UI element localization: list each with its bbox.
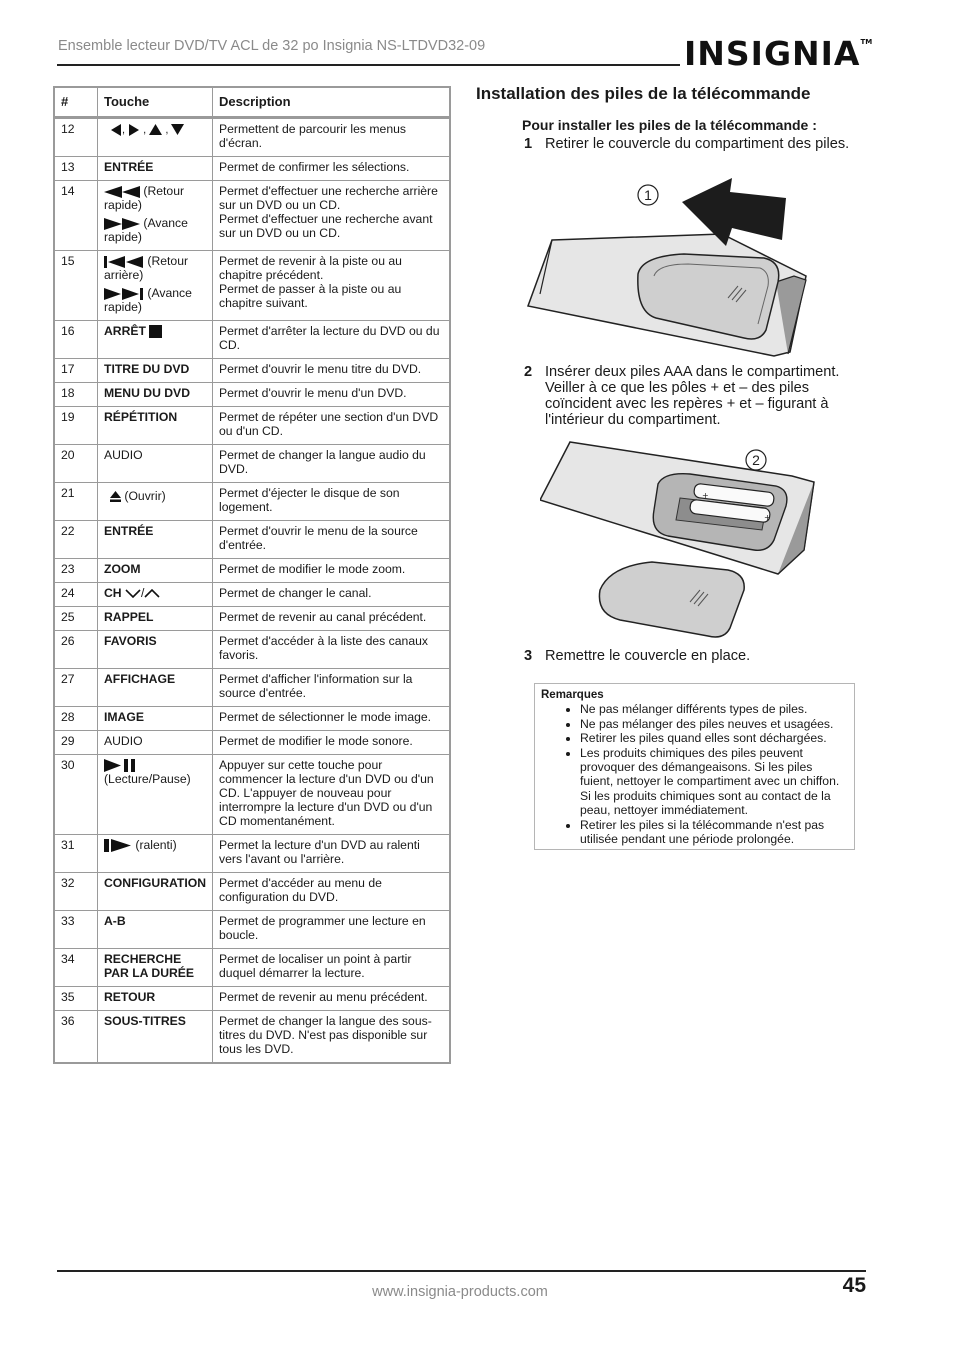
key-label: AFFICHAGE [98,669,213,707]
row-description: Permet de confirmer les sélections. [213,157,449,181]
list-item: • Ne pas mélanger des piles neuves et usagées. [580,717,848,731]
key-label-previous: (Retour arrière) [104,254,189,282]
brand-logo-text: INSIGNIA [684,34,861,73]
table-row [55,755,449,835]
header-rule [57,64,680,66]
table-row [55,157,449,181]
key-label: RAPPEL [98,607,213,631]
row-description: Appuyer sur cette touche pour commencer la lecture d'un DVD ou d'un CD. L'appuyer de nouveau pour interrompre la lecture d'un DVD ou d'un CD momentanément. [213,755,449,835]
row-description: Permet d'éjecter le disque de son logement. [213,483,449,521]
key-label-play-pause: (Lecture/Pause) [104,772,191,787]
row-number: 28 [55,707,98,731]
row-number: 17 [55,359,98,383]
key-label: MENU DU DVD [98,383,213,407]
key-label: RECHERCHE PAR LA DURÉE [98,949,213,987]
row-number: 16 [55,321,98,359]
row-number: 21 [55,483,98,521]
row-number: 12 [61,122,75,136]
row-description: Permet de localiser un point à partir duquel démarrer la lecture. [213,949,449,987]
arrow-down-icon [171,124,184,135]
step-text: Insérer deux piles AAA dans le compartiment. Veiller à ce que les pôles + et – des piles coïncident avec les repères + et – figurant à l'intérieur du compartiment. [545,364,840,428]
trademark-mark: TM [860,38,873,46]
row-description: Permet de changer le canal. [213,583,449,607]
stop-icon [149,325,162,338]
table-row [55,987,449,1011]
play-pause-icon [104,759,138,772]
fast-forward-icon [104,218,140,230]
row-description: Permet de revenir au menu précédent. [213,987,449,1011]
row-description: Permet d'ouvrir le menu de la source d'entrée. [213,521,449,559]
chevron-down-icon [125,589,141,598]
key-label: SOUS-TITRES [98,1011,213,1063]
row-number: 24 [55,583,98,607]
callout-1 [638,185,658,205]
row-number: 27 [55,669,98,707]
key-label: TITRE DU DVD [98,359,213,383]
key-label-forward: (Avance rapide) [104,216,188,244]
table-header-row [55,88,449,118]
key-label-slow: (ralenti) [135,838,177,852]
table-row [55,251,449,321]
row-number: 33 [55,911,98,949]
rewind-icon [104,186,140,198]
row-description: Permet d'accéder au menu de configuration du DVD. [213,873,449,911]
key-label: CONFIGURATION [98,873,213,911]
row-number: 22 [55,521,98,559]
arrow-right-icon [128,124,140,136]
key-cell [98,755,213,835]
key-separator: / [141,586,145,600]
arrow-left-icon [110,124,122,136]
key-cell: , , , [98,118,213,157]
list-item: • Retirer les piles quand elles sont déchargées. [580,731,848,745]
notes-box [534,683,855,850]
row-number: 30 [55,755,98,835]
row-number: 31 [55,835,98,873]
list-item: • Retirer les piles si la télécommande n'est pas utilisée pendant une période prolongée. [580,818,848,847]
row-description: Permet d'ouvrir le menu d'un DVD. [213,383,449,407]
key-cell [98,251,213,321]
table-row [55,483,449,521]
list-item: • Ne pas mélanger différents types de piles. [580,702,848,716]
chevron-up-icon [144,589,160,598]
slow-motion-icon [104,839,132,852]
step-number: 2 [524,364,533,380]
table-row [55,631,449,669]
table-row [55,669,449,707]
key-label: ZOOM [98,559,213,583]
col-header-key: Touche [98,88,213,118]
row-number: 13 [55,157,98,181]
key-cell [98,483,213,521]
table-row [55,731,449,755]
row-description: Permet de revenir au canal précédent. [213,607,449,631]
col-header-description: Description [213,88,449,118]
key-label-next: (Avance rapide) [104,286,192,314]
table-row [55,1011,449,1063]
key-label-rewind: (Retour rapide) [104,184,185,212]
table-row [55,445,449,483]
notes-list [541,702,848,846]
row-description: Permet de changer la langue des sous-titres du DVD. N'est pas disponible sur tous les DVD. [213,1011,449,1063]
row-description: Permet d'arrêter la lecture du DVD ou du CD. [213,321,449,359]
step-text: Remettre le couvercle en place. [545,648,751,664]
key-label: FAVORIS [98,631,213,669]
row-description: Permet de sélectionner le mode image. [213,707,449,731]
table-row [55,949,449,987]
callout-2 [746,450,766,470]
key-label: AUDIO [98,731,213,755]
step-number: 3 [524,648,533,664]
key-label: RÉPÉTITION [98,407,213,445]
step-number: 1 [524,136,533,152]
row-number: 29 [55,731,98,755]
battery-cover [599,562,744,637]
desc-next: Permet de passer à la piste ou au chapitre suivant. [219,282,402,310]
table-row [55,521,449,559]
arrow-up-icon [149,124,162,135]
svg-text:+: + [764,513,771,522]
skip-forward-icon [104,288,144,300]
eject-icon [110,491,121,502]
key-label: AUDIO [98,445,213,483]
key-cell [98,835,213,873]
table-row [55,118,449,157]
table-row [55,707,449,731]
procedure-heading: Pour installer les piles de la télécommande : [522,117,817,133]
row-number: 35 [55,987,98,1011]
row-number: 15 [55,251,98,321]
brand-logo [684,34,872,73]
key-label-eject: (Ouvrir) [124,489,166,503]
table-row [55,911,449,949]
row-description: Permet d'afficher l'information sur la source d'entrée. [213,669,449,707]
step-text: Retirer le couvercle du compartiment des piles. [545,136,850,152]
footer-rule [57,1270,866,1272]
key-cell [98,321,213,359]
list-item: • Les produits chimiques des piles peuvent provoquer des démangeaisons. Si les piles fuient, nettoyer le compartiment avec un chiffon. Si les produits chimiques sont au contact de la peau, nettoyer immédiatement. [580,746,848,818]
row-description: Permet de programmer une lecture en boucle. [213,911,449,949]
table-row [55,407,449,445]
row-number: 34 [55,949,98,987]
row-number: 18 [55,383,98,407]
row-number: 14 [55,181,98,251]
table-row [55,359,449,383]
table-row [55,835,449,873]
row-number: 20 [55,445,98,483]
key-label: ARRÊT [104,324,146,338]
table-row [55,321,449,359]
desc-previous: Permet de revenir à la piste ou au chapitre précédent. [219,254,402,282]
row-number: 19 [55,407,98,445]
skip-back-icon [104,256,144,268]
row-description: Permet d'accéder à la liste des canaux favoris. [213,631,449,669]
key-label: RETOUR [98,987,213,1011]
key-label: IMAGE [98,707,213,731]
table-row [55,607,449,631]
row-description [213,251,449,321]
header-title: Ensemble lecteur DVD/TV ACL de 32 po Insignia NS-LTDVD32-09 [58,38,486,54]
row-description: Permet de modifier le mode zoom. [213,559,449,583]
row-description: Permet de changer la langue audio du DVD. [213,445,449,483]
footer-url: www.insignia-products.com [372,1284,548,1300]
table-row [55,873,449,911]
notes-title: Remarques [541,689,604,701]
row-number: 26 [55,631,98,669]
key-label: A-B [98,911,213,949]
row-description: Permet la lecture d'un DVD au ralenti vers l'avant ou l'arrière. [213,835,449,873]
key-label: CH [104,586,122,600]
key-cell [98,181,213,251]
row-number: 36 [55,1011,98,1063]
col-header-number: # [55,88,98,118]
svg-text:+: + [702,491,709,500]
table-row [55,583,449,607]
remove-cover-illustration [524,178,864,360]
table-row [55,181,449,251]
desc-forward: Permet d'effectuer une recherche avant sur un DVD ou un CD. [219,212,433,240]
table-row [55,383,449,407]
table-row [55,559,449,583]
callout-2-label: 2 [752,452,760,468]
insert-batteries-illustration [540,440,840,640]
row-description [213,181,449,251]
row-description: Permet de répéter une section d'un DVD ou d'un CD. [213,407,449,445]
row-number: 23 [55,559,98,583]
callout-1-label: 1 [644,187,652,203]
row-description: Permettent de parcourir les menus d'écran. [213,118,449,157]
row-number: 32 [55,873,98,911]
row-number: 25 [55,607,98,631]
row-description: Permet de modifier le mode sonore. [213,731,449,755]
remote-keys-table [53,86,451,1064]
desc-rewind: Permet d'effectuer une recherche arrière sur un DVD ou un CD. [219,184,438,212]
page-number: 45 [842,1274,866,1297]
row-description: Permet d'ouvrir le menu titre du DVD. [213,359,449,383]
key-cell [98,583,213,607]
section-heading: Installation des piles de la télécommande [476,84,811,103]
key-label: ENTRÉE [98,521,213,559]
key-label: ENTRÉE [98,157,213,181]
